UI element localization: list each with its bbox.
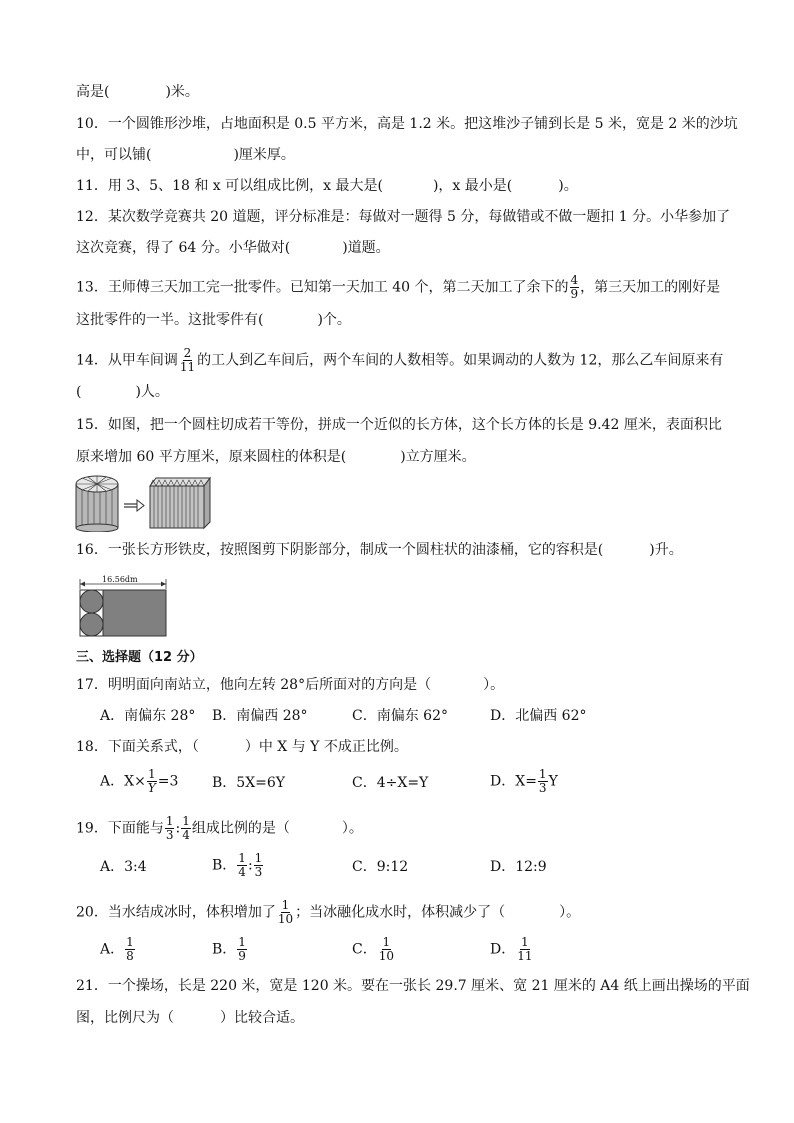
- q16-line1: 16．一张长方形铁皮，按照图剪下阴影部分，制成一个圆柱状的油漆桶，它的容积是( )升。: [76, 542, 683, 558]
- q17-option-c[interactable]: C．南偏东 62°: [352, 708, 448, 724]
- shaded-circle-bottom: [80, 613, 103, 636]
- q20-option-d[interactable]: D． $\frac{1}{11}$: [490, 935, 533, 963]
- q18-option-c[interactable]: C．4÷X=Y: [352, 775, 429, 791]
- q19-option-c[interactable]: C．9:12: [352, 859, 409, 875]
- q10-line1: 10．一个圆锥形沙堆，占地面积是 0.5 平方米，高是 1.2 米。把这堆沙子铺到长是 5 米，宽是 2 米的沙坑: [76, 116, 738, 132]
- q21-line1: 21．一个操场，长是 220 米，宽是 120 米。要在一张长 29.7 厘米、宽 21 厘米的 A4 纸上画出操场的平面: [76, 978, 750, 994]
- q13-fraction: $\frac{4}{9}$: [570, 273, 579, 301]
- q16-dimension-label: 16.56dm: [102, 575, 138, 584]
- q20-stem: 20．当水结成冰时，体积增加了 $\frac{1}{10}$ ；当冰融化成水时，体积减少了（ ）。: [76, 898, 581, 926]
- q15-figure-cylinder-to-cuboid: [74, 472, 214, 532]
- q20-option-b[interactable]: B． $\frac{1}{9}$: [212, 935, 246, 963]
- q19-options: [100, 852, 660, 882]
- q14-line2: ( )人。: [76, 384, 169, 400]
- q10-line2: 中，可以铺( )厘米厚。: [76, 147, 295, 163]
- q21-line2: 图，比例尺为（ ）比较合适。: [76, 1010, 304, 1026]
- q15-line1: 15．如图，把一个圆柱切成若干等份，拼成一个近似的长方体，这个长方体的长是 9.42 厘米，表面积比: [76, 417, 722, 433]
- q12-line1: 12．某次数学竞赛共 20 道题，评分标准是：每做对一题得 5 分，每做错或不做一题扣 1 分。小华参加了: [76, 209, 731, 225]
- q11: 11．用 3、5、18 和 x 可以组成比例，x 最大是( )，x 最小是( )。: [76, 178, 578, 194]
- q20-option-a[interactable]: A． $\frac{1}{8}$: [100, 935, 134, 963]
- section-3-heading: 三、选择题（12 分）: [76, 650, 203, 665]
- q18-option-b[interactable]: B．5X=6Y: [212, 775, 286, 791]
- q19-option-a[interactable]: A．3:4: [100, 859, 147, 875]
- q14-line1: 14．从甲车间调 $\frac{2}{11}$ 的工人到乙车间后，两个车间的人数相等。如果调动的人数为 12，那么乙车间原来有: [76, 346, 724, 374]
- q19-stem: 19．下面能与 $\frac{1}{3}$ : $\frac{1}{4}$ 组成比例的是（ ）。: [76, 814, 363, 842]
- q17-stem: 17．明明面向南站立，他向左转 28°后所面对的方向是（ ）。: [76, 677, 505, 693]
- q18-options: [100, 768, 660, 798]
- q18-option-a[interactable]: A．X× $\frac{1}{Y}$ =3: [100, 767, 179, 795]
- cylinder-shape: [76, 476, 118, 532]
- q9-text: 高是(: [76, 84, 110, 100]
- q20-options: [100, 936, 660, 966]
- q18-stem: 18．下面关系式，（ ）中 X 与 Y 不成正比例。: [76, 739, 408, 755]
- arrow-right-icon: [124, 500, 144, 511]
- q14-fraction: $\frac{2}{11}$: [179, 346, 196, 374]
- q19-option-b[interactable]: B． $\frac{1}{4}$ : $\frac{1}{3}$: [212, 851, 263, 879]
- q9-tail: 高是( )米。: [76, 84, 199, 100]
- q13-line1: 13．王师傅三天加工完一批零件。已知第一天加工 40 个，第二天加工了余下的 $\frac{4}{9}$ ，第三天加工的刚好是: [76, 273, 721, 301]
- q17-options: [100, 705, 660, 727]
- q13-line2: 这批零件的一半。这批零件有( )个。: [76, 312, 351, 328]
- shaded-circle-top: [80, 590, 103, 613]
- q19-option-d[interactable]: D．12:9: [490, 859, 547, 875]
- q12-line2: 这次竞赛，得了 64 分。小华做对( )道题。: [76, 240, 390, 256]
- q17-option-b[interactable]: B．南偏西 28°: [212, 708, 308, 724]
- shaded-rectangle: [103, 590, 166, 636]
- q17-option-a[interactable]: A．南偏东 28°: [100, 708, 196, 724]
- q15-line2: 原来增加 60 平方厘米，原来圆柱的体积是( )立方厘米。: [76, 449, 476, 465]
- q16-figure-iron-sheet: [76, 572, 176, 642]
- cuboid-shape: [150, 478, 210, 528]
- q20-option-c[interactable]: C． $\frac{1}{10}$: [352, 935, 394, 963]
- q18-option-d[interactable]: D．X= $\frac{1}{3}$ Y: [490, 767, 558, 795]
- q17-option-d[interactable]: D．北偏西 62°: [490, 708, 587, 724]
